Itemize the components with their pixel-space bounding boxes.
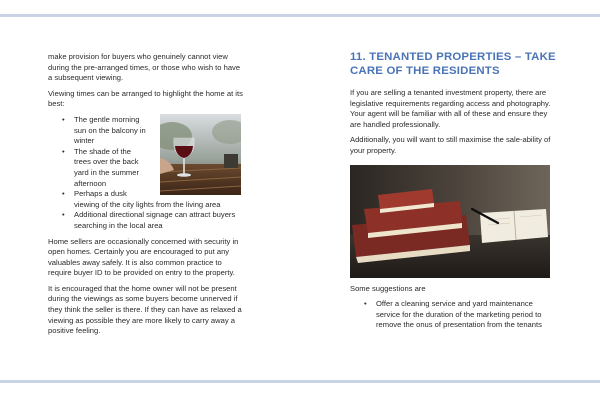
left-column: [48, 52, 246, 342]
right-paragraph-1: If you are selling a tenanted investment property, there are legislative requirements regarding access and photography. Your agent will be familiar with all of these and ensure they are handled professionally.: [350, 88, 551, 129]
section-heading: 11. TENANTED PROPERTIES – TAKE CARE OF THE RESIDENTS: [350, 51, 556, 77]
top-rule: [0, 14, 600, 17]
left-paragraph-2: Viewing times can be arranged to highlight the home at its best:: [48, 88, 243, 109]
right-column: [350, 50, 556, 336]
list-item: • The gentle morning sun on the balcony in winter: [48, 115, 148, 147]
wine-glass-photo: [160, 114, 241, 195]
left-paragraph-1: make provision for buyers who genuinely cannot view during the pre-arranged times, or those who wish to have a subsequent viewing.: [48, 52, 241, 83]
bullet-text-part: • Perhaps a dusk: [74, 189, 127, 199]
right-paragraph-3: Some suggestions are: [350, 283, 426, 293]
books-photo: [350, 165, 550, 278]
list-item: • Additional directional signage can attract buyers searching in the local area: [48, 210, 246, 231]
left-paragraph-4: It is encouraged that the home owner will not be present during the viewings as some buyers become unnerved if they think the seller is there. If they can have as relaxed a viewing as possible they are more likely to carry away a positive feeling.: [48, 283, 242, 336]
list-item: • The shade of the trees over the back yard in the summer afternoon: [48, 147, 148, 189]
left-paragraph-3: Home sellers are occasionally concerned with security in open homes. Certainly you are encouraged to put any valuables away safely. It is also common practice to require buyer ID to be provided on entry to the property.: [48, 236, 239, 278]
list-item: • Offer a cleaning service and yard maintenance service for the duration of the marketing period to remove the onus of presentation from the tenants: [350, 299, 556, 331]
right-paragraph-2: Additionally, you will want to still maximise the sale-ability of your property.: [350, 135, 551, 155]
bottom-rule: [0, 380, 600, 383]
suggestion-bullets: [350, 299, 556, 331]
bullet-text-part: viewing of the city lights from the living area: [74, 199, 221, 209]
